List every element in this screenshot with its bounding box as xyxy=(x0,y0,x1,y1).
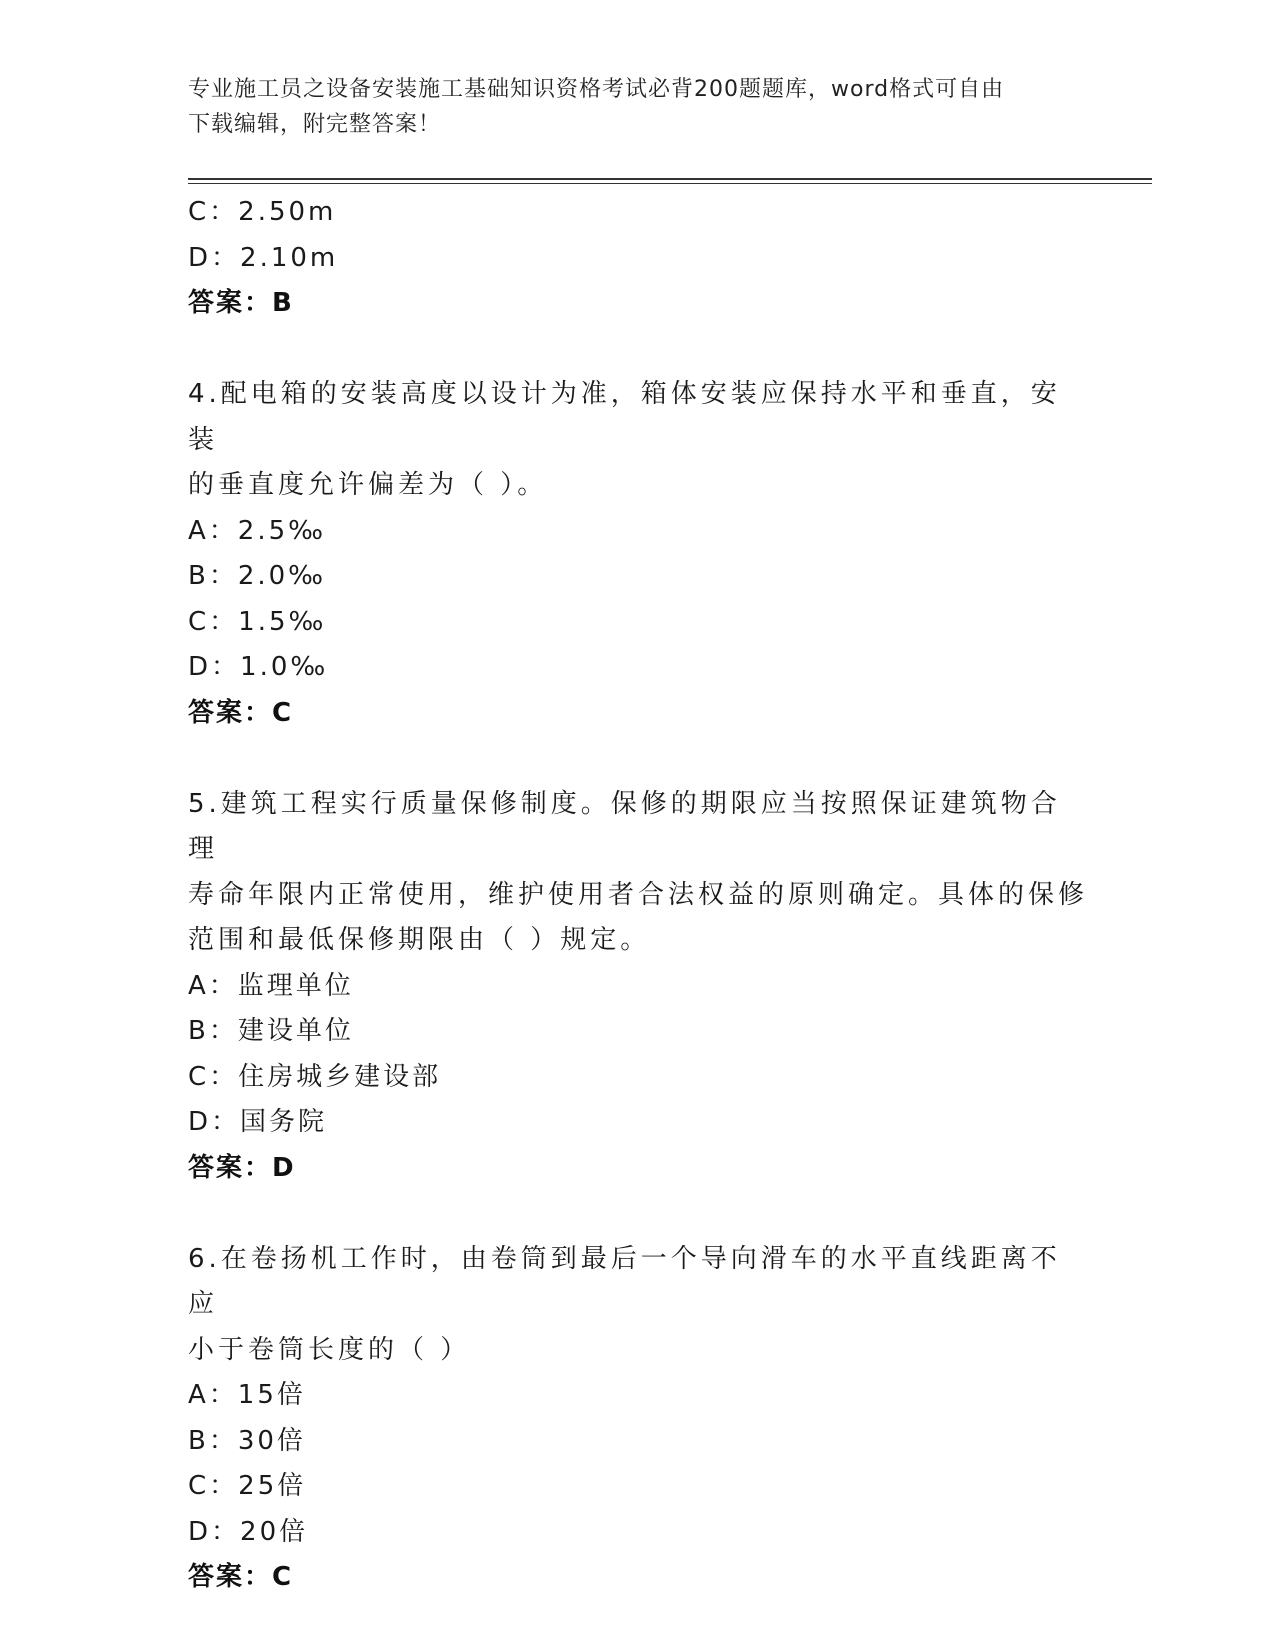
question-stem-line: 5.建筑工程实行质量保修制度。保修的期限应当按照保证建筑物合理 xyxy=(188,788,1061,864)
option-d: D：20倍 xyxy=(188,1516,309,1547)
option-a: A：15倍 xyxy=(188,1380,306,1410)
spacer xyxy=(188,1191,1088,1237)
option-d: D：1.0‰ xyxy=(188,652,329,682)
option-c: C：1.5‰ xyxy=(188,606,327,637)
answer-line: 答案：C xyxy=(188,1562,294,1592)
question-6 xyxy=(188,1237,1088,1601)
option-a: A：监理单位 xyxy=(188,970,354,1001)
question-stem-line: 范围和最低保修期限由（ ）规定。 xyxy=(188,925,651,955)
header-title-line-1: 专业施工员之设备安装施工基础知识资格考试必背200题题库，word格式可自由 xyxy=(188,77,1005,102)
option-c: C：2.50m xyxy=(188,197,337,227)
option-d: D：国务院 xyxy=(188,1107,328,1137)
header-divider-thin xyxy=(188,183,1152,184)
question-4 xyxy=(188,372,1088,736)
option-b: B：建设单位 xyxy=(188,1016,354,1046)
header-divider-thick xyxy=(188,178,1152,180)
spacer xyxy=(188,327,1088,373)
answer-line: 答案：B xyxy=(188,288,294,318)
question-stem-line: 的垂直度允许偏差为（ ）。 xyxy=(188,470,548,500)
question-3 xyxy=(188,190,1088,327)
spacer xyxy=(188,736,1088,782)
document-header xyxy=(188,72,1088,142)
question-stem-line: 寿命年限内正常使用，维护使用者合法权益的原则确定。具体的保修 xyxy=(188,879,1089,910)
document-body xyxy=(188,190,1088,1601)
question-stem-line: 4.配电箱的安装高度以设计为准，箱体安装应保持水平和垂直，安装 xyxy=(188,379,1061,455)
option-c: C：25倍 xyxy=(188,1471,307,1501)
option-d: D：2.10m xyxy=(188,242,339,273)
option-b: B：2.0‰ xyxy=(188,561,327,591)
option-c: C：住房城乡建设部 xyxy=(188,1061,442,1092)
answer-line: 答案：D xyxy=(188,1152,296,1183)
header-title-line-2: 下载编辑，附完整答案！ xyxy=(188,112,442,137)
answer-line: 答案：C xyxy=(188,697,294,728)
question-stem-line: 6.在卷扬机工作时，由卷筒到最后一个导向滑车的水平直线距离不应 xyxy=(188,1243,1061,1319)
option-a: A：2.5‰ xyxy=(188,515,327,546)
question-stem-line: 小于卷筒长度的（ ） xyxy=(188,1334,471,1365)
option-b: B：30倍 xyxy=(188,1425,306,1456)
question-5 xyxy=(188,782,1088,1192)
